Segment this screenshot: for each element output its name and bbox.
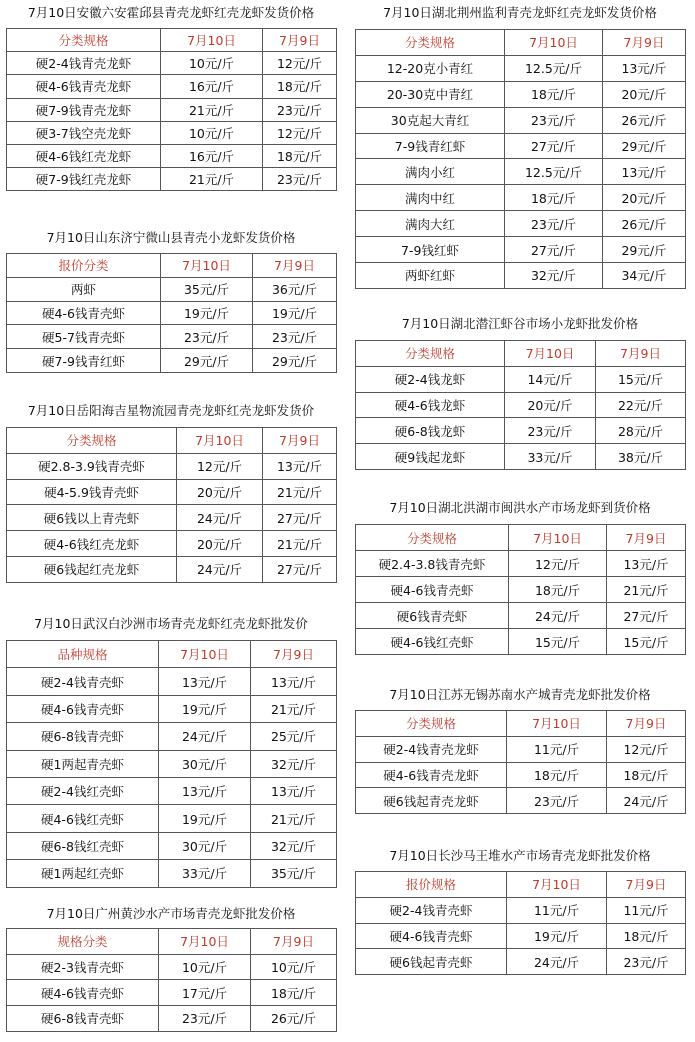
spec-cell: 硬4-6钱红壳虾 [7,805,159,832]
table-row [7,805,337,832]
spec-cell: 满肉中红 [356,185,505,211]
table-title: 7月10日湖北荆州监利青壳龙虾红壳龙虾发货价格 [383,5,657,20]
table-row [356,923,686,949]
header-cell: 分类规格 [356,525,509,551]
table-row [356,392,686,418]
table-row [356,159,686,185]
price-cell: 27元/斤 [505,133,603,159]
price-table [6,427,337,583]
table-title: 7月10日安徽六安霍邱县青壳龙虾红壳龙虾发货价格 [27,5,315,20]
spec-cell: 硬9钱起龙虾 [356,444,505,470]
price-cell: 23元/斤 [263,168,337,191]
spec-cell: 7-9钱红虾 [356,237,505,263]
price-cell: 15元/斤 [607,629,686,655]
table-row [7,277,337,301]
price-cell: 20元/斤 [505,392,596,418]
table-row [356,736,686,762]
price-cell: 12.5元/斤 [505,55,603,81]
table-row [7,695,337,722]
table-row [7,832,337,859]
price-cell: 24元/斤 [159,723,251,750]
price-cell: 18元/斤 [507,762,607,788]
table-row [356,603,686,629]
table-row [356,577,686,603]
spec-cell: 12-20克小青红 [356,55,505,81]
price-cell: 24元/斤 [507,949,607,975]
table-header-row [356,525,686,551]
price-cell: 11元/斤 [507,897,607,923]
header-cell: 7月10日 [177,428,263,454]
price-cell: 13元/斤 [159,668,251,695]
table-row [356,629,686,655]
price-cell: 20元/斤 [177,531,263,557]
price-table-block [355,848,685,975]
price-cell: 23元/斤 [161,325,253,349]
spec-cell: 硬2-4钱青壳虾 [356,897,507,923]
header-cell: 分类规格 [356,30,505,56]
table-header-row [7,929,337,955]
price-cell: 33元/斤 [505,444,596,470]
price-cell: 23元/斤 [263,98,337,121]
price-table-block [355,687,685,814]
price-cell: 23元/斤 [507,788,607,814]
table-row [7,98,337,121]
price-cell: 18元/斤 [607,762,686,788]
spec-cell: 20-30克中青红 [356,81,505,107]
table-row [7,860,337,887]
price-table-block [6,906,336,1032]
price-cell: 35元/斤 [161,277,253,301]
price-cell: 23元/斤 [505,107,603,133]
price-table [6,928,337,1032]
table-title: 7月10日湖北洪湖市闽洪水产市场龙虾到货价格 [389,500,651,515]
spec-cell: 硬4-6钱红壳龙虾 [7,531,177,557]
price-cell: 24元/斤 [177,505,263,531]
price-cell: 16元/斤 [161,144,263,167]
price-cell: 12元/斤 [263,121,337,144]
price-cell: 21元/斤 [251,695,337,722]
spec-cell: 硬6钱以上青壳虾 [7,505,177,531]
price-cell: 27元/斤 [607,603,686,629]
spec-cell: 硬4-6钱龙虾 [356,392,505,418]
price-table [6,640,337,888]
price-table [355,524,686,655]
price-cell: 36元/斤 [253,277,337,301]
table-title: 7月10日武汉白沙洲市场青壳龙虾红壳龙虾批发价 [34,616,308,631]
table-row [356,762,686,788]
price-cell: 13元/斤 [263,453,337,479]
price-cell: 19元/斤 [159,695,251,722]
price-cell: 21元/斤 [263,479,337,505]
price-cell: 18元/斤 [251,980,337,1006]
spec-cell: 硬4-6钱青壳龙虾 [356,762,507,788]
price-cell: 10元/斤 [161,121,263,144]
table-header-row [7,641,337,668]
price-cell: 21元/斤 [263,531,337,557]
price-cell: 29元/斤 [603,133,686,159]
price-cell: 17元/斤 [159,980,251,1006]
spec-cell: 硬6-8钱红壳虾 [7,832,159,859]
price-cell: 29元/斤 [161,349,253,373]
spec-cell: 硬4-6钱红壳龙虾 [7,144,161,167]
price-cell: 13元/斤 [159,777,251,804]
price-table [355,710,686,814]
price-cell: 21元/斤 [161,98,263,121]
price-table [355,871,686,975]
price-cell: 23元/斤 [505,418,596,444]
price-cell: 29元/斤 [603,237,686,263]
price-cell: 12元/斤 [263,52,337,75]
price-cell: 10元/斤 [251,954,337,980]
price-cell: 21元/斤 [607,577,686,603]
price-table-block [355,5,685,289]
spec-cell: 硬6钱起红壳龙虾 [7,556,177,582]
spec-cell: 硬4-6钱青壳虾 [7,980,159,1006]
price-cell: 30元/斤 [159,750,251,777]
spec-cell: 硬4-6钱青壳虾 [356,577,509,603]
table-row [7,980,337,1006]
price-cell: 19元/斤 [159,805,251,832]
table-row [7,144,337,167]
header-cell: 7月9日 [596,341,686,367]
table-title: 7月10日岳阳海吉星物流园青壳龙虾红壳龙虾发货价 [27,403,315,418]
price-table-block [6,5,336,191]
spec-cell: 硬4-6钱红壳虾 [356,629,509,655]
table-row [7,777,337,804]
spec-cell: 硬2-3钱青壳虾 [7,954,159,980]
price-cell: 19元/斤 [507,923,607,949]
header-cell: 分类规格 [7,29,161,52]
price-table [355,29,686,289]
price-cell: 34元/斤 [603,263,686,289]
spec-cell: 两虾红虾 [356,263,505,289]
price-cell: 19元/斤 [253,301,337,325]
price-cell: 24元/斤 [177,556,263,582]
table-title: 7月10日湖北潜江虾谷市场小龙虾批发价格 [401,316,639,331]
price-cell: 23元/斤 [505,211,603,237]
spec-cell: 硬2-4钱红壳虾 [7,777,159,804]
price-cell: 27元/斤 [263,505,337,531]
price-cell: 23元/斤 [253,325,337,349]
price-cell: 25元/斤 [251,723,337,750]
table-row [7,723,337,750]
price-cell: 32元/斤 [505,263,603,289]
price-cell: 21元/斤 [251,805,337,832]
table-header-row [7,29,337,52]
header-cell: 7月10日 [161,254,253,278]
header-cell: 7月9日 [263,428,337,454]
header-cell: 7月10日 [159,929,251,955]
header-cell: 7月10日 [161,29,263,52]
table-row [356,418,686,444]
table-header-row [356,711,686,737]
price-cell: 12元/斤 [177,453,263,479]
spec-cell: 硬6-8钱青壳虾 [7,1006,159,1032]
spec-cell: 硬3-7钱空壳龙虾 [7,121,161,144]
price-cell: 10元/斤 [161,52,263,75]
spec-cell: 硬4-6钱青壳虾 [7,695,159,722]
table-row [356,366,686,392]
price-cell: 32元/斤 [251,832,337,859]
spec-cell: 硬6钱起青壳虾 [356,949,507,975]
price-cell: 19元/斤 [161,301,253,325]
spec-cell: 硬4-5.9钱青壳虾 [7,479,177,505]
table-row [7,668,337,695]
table-row [356,788,686,814]
price-cell: 23元/斤 [159,1006,251,1032]
price-cell: 38元/斤 [596,444,686,470]
table-row [7,75,337,98]
table-row [356,55,686,81]
spec-cell: 硬7-9钱青红虾 [7,349,161,373]
header-cell: 报价规格 [356,872,507,898]
price-cell: 24元/斤 [509,603,607,629]
header-cell: 7月10日 [509,525,607,551]
spec-cell: 硬6钱起青壳龙虾 [356,788,507,814]
price-cell: 21元/斤 [161,168,263,191]
header-cell: 7月10日 [159,641,251,668]
price-cell: 29元/斤 [253,349,337,373]
price-table-block [355,500,685,655]
price-cell: 32元/斤 [251,750,337,777]
table-row [356,551,686,577]
table-header-row [7,428,337,454]
price-cell: 18元/斤 [505,185,603,211]
spec-cell: 硬6钱青壳虾 [356,603,509,629]
header-cell: 分类规格 [7,428,177,454]
table-row [356,211,686,237]
price-cell: 15元/斤 [596,366,686,392]
price-cell: 26元/斤 [603,211,686,237]
price-cell: 18元/斤 [263,75,337,98]
table-row [356,263,686,289]
price-cell: 28元/斤 [596,418,686,444]
header-cell: 7月9日 [607,872,686,898]
price-cell: 12元/斤 [509,551,607,577]
price-table-block [6,403,336,583]
table-row [7,349,337,373]
table-header-row [7,254,337,278]
header-cell: 7月9日 [603,30,686,56]
header-cell: 7月9日 [251,929,337,955]
spec-cell: 30克起大青红 [356,107,505,133]
header-cell: 规格分类 [7,929,159,955]
header-cell: 7月9日 [251,641,337,668]
header-cell: 7月10日 [505,341,596,367]
table-row [356,237,686,263]
table-title: 7月10日广州黄沙水产市场青壳龙虾批发价格 [46,906,296,921]
price-cell: 27元/斤 [505,237,603,263]
table-row [356,133,686,159]
spec-cell: 两虾 [7,277,161,301]
spec-cell: 硬4-6钱青壳龙虾 [7,75,161,98]
table-title: 7月10日长沙马王堆水产市场青壳龙虾批发价格 [389,848,651,863]
table-row [7,954,337,980]
table-row [7,168,337,191]
header-cell: 7月10日 [507,711,607,737]
header-cell: 品种规格 [7,641,159,668]
price-table [6,28,337,191]
price-cell: 30元/斤 [159,832,251,859]
spec-cell: 硬2-4钱青壳龙虾 [7,52,161,75]
table-row [7,52,337,75]
price-cell: 12元/斤 [607,736,686,762]
price-cell: 11元/斤 [507,736,607,762]
price-cell: 18元/斤 [505,81,603,107]
spec-cell: 硬2.8-3.9钱青壳虾 [7,453,177,479]
table-row [7,121,337,144]
table-title: 7月10日山东济宁微山县青壳小龙虾发货价格 [46,230,296,245]
price-cell: 10元/斤 [159,954,251,980]
spec-cell: 满肉小红 [356,159,505,185]
price-cell: 35元/斤 [251,860,337,887]
price-cell: 26元/斤 [603,107,686,133]
price-table [355,340,686,470]
table-row [7,556,337,582]
price-cell: 26元/斤 [251,1006,337,1032]
spec-cell: 硬1两起红壳虾 [7,860,159,887]
price-cell: 14元/斤 [505,366,596,392]
price-cell: 11元/斤 [607,897,686,923]
price-cell: 15元/斤 [509,629,607,655]
spec-cell: 硬5-7钱青壳虾 [7,325,161,349]
header-cell: 7月9日 [607,711,686,737]
spec-cell: 满肉大红 [356,211,505,237]
table-row [356,897,686,923]
price-cell: 12.5元/斤 [505,159,603,185]
spec-cell: 硬6-8钱龙虾 [356,418,505,444]
header-cell: 7月9日 [263,29,337,52]
spec-cell: 硬2.4-3.8钱青壳虾 [356,551,509,577]
header-cell: 报价分类 [7,254,161,278]
price-cell: 13元/斤 [251,777,337,804]
table-header-row [356,872,686,898]
spec-cell: 硬6-8钱青壳虾 [7,723,159,750]
price-cell: 13元/斤 [607,551,686,577]
spec-cell: 硬7-9钱青壳龙虾 [7,98,161,121]
table-row [7,1006,337,1032]
price-cell: 13元/斤 [603,55,686,81]
table-header-row [356,341,686,367]
table-row [7,479,337,505]
price-cell: 16元/斤 [161,75,263,98]
price-cell: 27元/斤 [263,556,337,582]
spec-cell: 硬7-9钱红壳龙虾 [7,168,161,191]
table-row [7,505,337,531]
table-row [356,949,686,975]
header-cell: 分类规格 [356,341,505,367]
price-cell: 13元/斤 [251,668,337,695]
header-cell: 7月10日 [507,872,607,898]
price-cell: 18元/斤 [607,923,686,949]
table-row [7,301,337,325]
price-cell: 18元/斤 [263,144,337,167]
price-cell: 18元/斤 [509,577,607,603]
price-cell: 20元/斤 [603,81,686,107]
spec-cell: 7-9钱青红虾 [356,133,505,159]
header-cell: 分类规格 [356,711,507,737]
spec-cell: 硬2-4钱龙虾 [356,366,505,392]
header-cell: 7月10日 [505,30,603,56]
spec-cell: 硬4-6钱青壳虾 [7,301,161,325]
table-row [7,750,337,777]
price-table [6,253,337,373]
header-cell: 7月9日 [253,254,337,278]
spec-cell: 硬1两起青壳虾 [7,750,159,777]
table-row [356,81,686,107]
table-row [356,107,686,133]
table-title: 7月10日江苏无锡苏南水产城青壳龙虾批发价格 [389,687,651,702]
price-cell: 33元/斤 [159,860,251,887]
price-cell: 24元/斤 [607,788,686,814]
table-header-row [356,30,686,56]
spec-cell: 硬2-4钱青壳龙虾 [356,736,507,762]
table-row [356,185,686,211]
table-row [7,531,337,557]
price-table-block [355,316,685,470]
table-row [7,453,337,479]
price-cell: 22元/斤 [596,392,686,418]
price-cell: 13元/斤 [603,159,686,185]
header-cell: 7月9日 [607,525,686,551]
price-cell: 23元/斤 [607,949,686,975]
spec-cell: 硬4-6钱青壳虾 [356,923,507,949]
price-cell: 20元/斤 [603,185,686,211]
price-table-block [6,616,336,888]
price-table-block [6,230,336,373]
table-row [356,444,686,470]
price-cell: 20元/斤 [177,479,263,505]
table-row [7,325,337,349]
spec-cell: 硬2-4钱青壳虾 [7,668,159,695]
